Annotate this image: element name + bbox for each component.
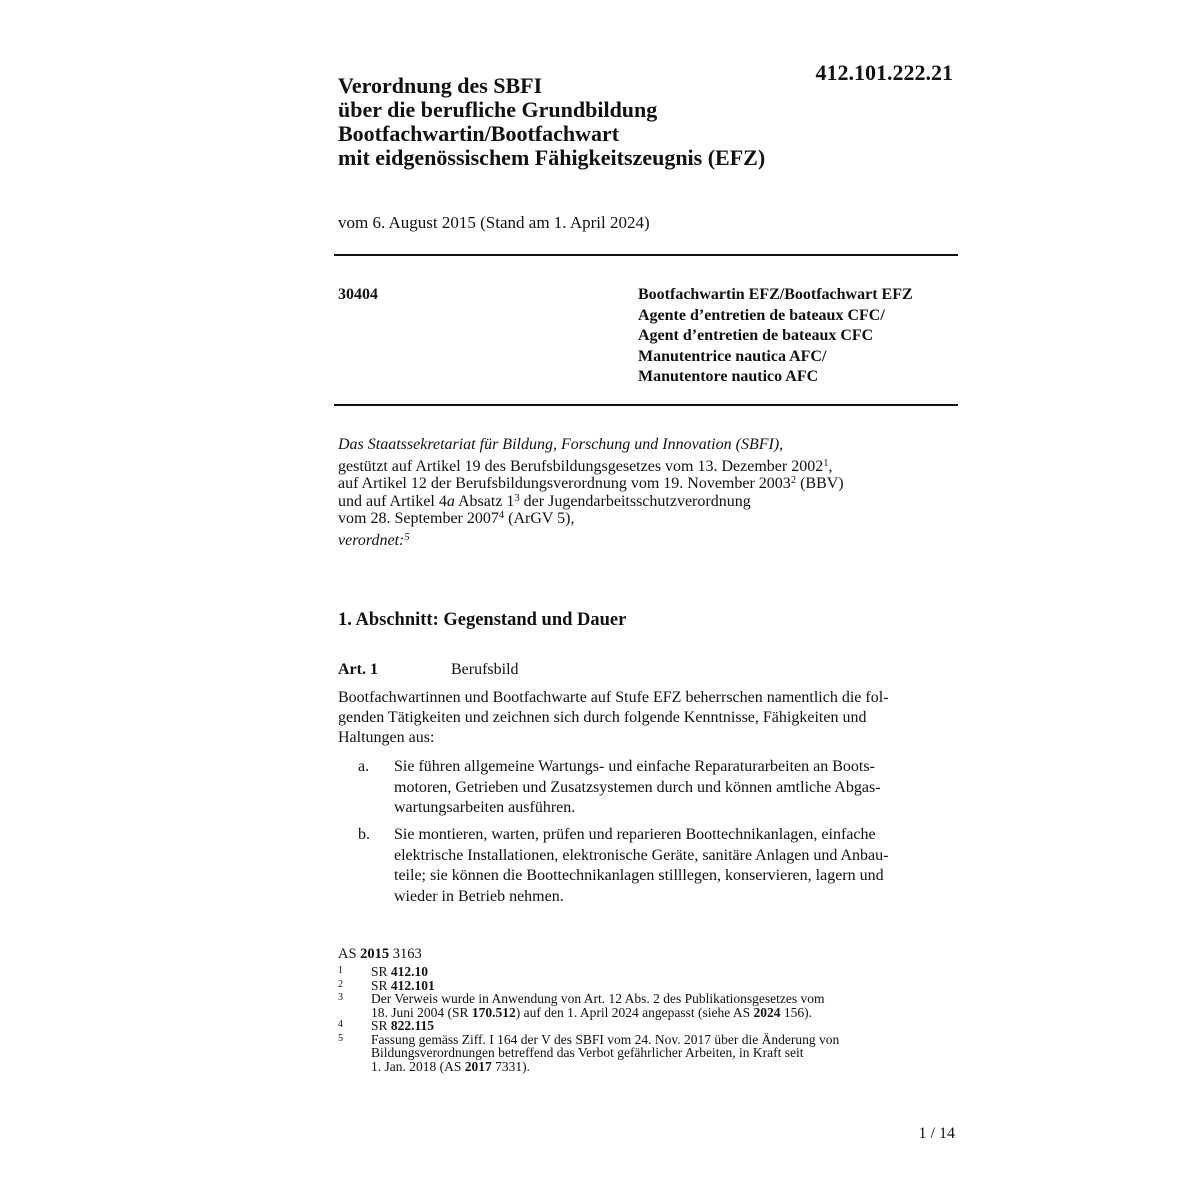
text-line: elektrische Installationen, elektronische Geräte, sanitäre Anlagen und Anbau- (394, 846, 889, 864)
footnote (338, 1033, 839, 1074)
text-line: genden Tätigkeiten und zeichnen sich durch folgende Kenntnisse, Fähigkeiten und (338, 709, 867, 726)
preamble (338, 436, 844, 549)
profession-code: 30404 (338, 286, 378, 303)
article-number: Art. 1 (338, 661, 378, 678)
footnote-text (371, 992, 839, 1019)
page-number: 1 / 14 (918, 1125, 955, 1142)
title-line: Verordnung des SBFI (338, 73, 543, 98)
footnote-text (371, 1019, 839, 1033)
sr-number: 412.101.222.21 (815, 60, 953, 85)
footnote (338, 1019, 839, 1033)
list-item-letter: a. (358, 758, 370, 775)
footnote-ref[interactable]: 5 (404, 531, 410, 543)
legal-basis-line: auf Artikel 12 der Berufsbildungsverordnung vom 19. November 2003$^2$ (BBV) (338, 475, 844, 492)
footnote (338, 965, 839, 979)
footnote-ref[interactable]: 3 (514, 492, 520, 504)
text-line: Bootfachwartinnen und Bootfachwarte auf Stufe EFZ beherrschen namentlich die fol- (338, 689, 889, 706)
legal-basis-line: gestützt auf Artikel 19 des Berufsbildungsgesetzes vom 13. Dezember 2002$^1$, (338, 457, 833, 475)
title-line: Bootfachwartin/Bootfachwart (338, 121, 620, 146)
text-line: Sie führen allgemeine Wartungs- und einfache Reparaturarbeiten an Boots- (394, 758, 875, 775)
list-item-text (394, 825, 888, 907)
profession-name: Agent d’entretien de bateaux CFC (638, 327, 874, 344)
article-intro (338, 688, 888, 748)
footnote-ref[interactable]: 2 (790, 475, 797, 486)
legal-basis-line: vom 28. September 2007$^4$ (ArGV 5), (338, 510, 575, 527)
footnote-line: SR 822.115 (371, 1018, 435, 1033)
divider-bottom (334, 404, 958, 406)
footnote-mark: 5 (338, 1032, 343, 1044)
text-line: teile; sie können die Boottechnikanlagen stilllegen, konservieren, lagern und (394, 867, 884, 884)
text-line: motoren, Getrieben und Zusatzsystemen durch und können amtliche Abgas- (394, 778, 881, 796)
footnote-line: Bildungsverordnungen betreffend das Verbot gefährlicher Arbeiten, in Kraft seit (371, 1045, 804, 1060)
footnote-line: 18. Juni 2004 (SR 170.512) auf den 1. April 2024 angepasst (siehe AS 2024 156). (371, 1004, 812, 1020)
text-line: wartungsarbeiten ausführen. (394, 799, 576, 816)
official-collection-reference: AS 2015 3163 (338, 946, 422, 962)
article-title: Berufsbild (451, 661, 519, 678)
profession-name: Manutentore nautico AFC (638, 368, 819, 385)
footnote-line: 1. Jan. 2018 (AS 2017 7331). (371, 1058, 530, 1074)
list-item-letter: b. (358, 826, 370, 843)
profession-name: Bootfachwartin EFZ/Bootfachwart EFZ (638, 286, 913, 303)
footnote-line: Der Verweis wurde in Anwendung von Art. 12 Abs. 2 des Publikationsgesetzes vom (371, 991, 825, 1006)
footnote-line: SR 412.101 (371, 977, 435, 993)
footnote (338, 979, 839, 993)
footnote-ref[interactable]: 4 (498, 510, 505, 521)
profession-names (638, 285, 913, 388)
text-line: Haltungen aus: (338, 729, 435, 746)
profession-name: Manutentrice nautica AFC/ (638, 347, 827, 365)
legal-basis-line: und auf Artikel 4a Absatz $1^3$ der Jugendarbeitsschutzverordnung (338, 492, 751, 510)
decree-line: verordnet:$^5$ (338, 531, 410, 549)
title-line: über die berufliche Grundbildung (338, 97, 658, 122)
footnote-mark: 2 (338, 978, 343, 990)
section-heading: 1. Abschnitt: Gegenstand und Dauer (338, 610, 627, 630)
document-date: vom 6. August 2015 (Stand am 1. April 2024) (338, 213, 650, 232)
footnote-mark: 3 (338, 992, 343, 1003)
footnote-line: Fassung gemäss Ziff. I 164 der V des SBFI vom 24. Nov. 2017 über die Änderung von (371, 1031, 840, 1047)
document-title (338, 74, 765, 170)
footnote-text (371, 965, 839, 979)
footnote-mark: 4 (338, 1019, 343, 1030)
footnote-line: SR 412.10 (371, 964, 429, 979)
footnote-text (371, 1033, 839, 1074)
list-item-text (394, 757, 881, 819)
footnote (338, 992, 839, 1019)
preamble-issuer: Das Staatssekretariat für Bildung, Forschung und Innovation (SBFI), (338, 436, 784, 453)
footnote-text (371, 979, 839, 993)
footnotes (338, 965, 839, 1073)
profession-name: Agente d’entretien de bateaux CFC/ (638, 306, 885, 324)
footnote-ref[interactable]: 1 (823, 457, 829, 469)
title-line: mit eidgenössischem Fähigkeitszeugnis (EFZ) (338, 145, 766, 170)
footnote-mark: 1 (338, 965, 343, 976)
text-line: wieder in Betrieb nehmen. (394, 887, 564, 905)
divider-top (334, 254, 958, 256)
text-line: Sie montieren, warten, prüfen und reparieren Boottechnikanlagen, einfache (394, 826, 876, 843)
